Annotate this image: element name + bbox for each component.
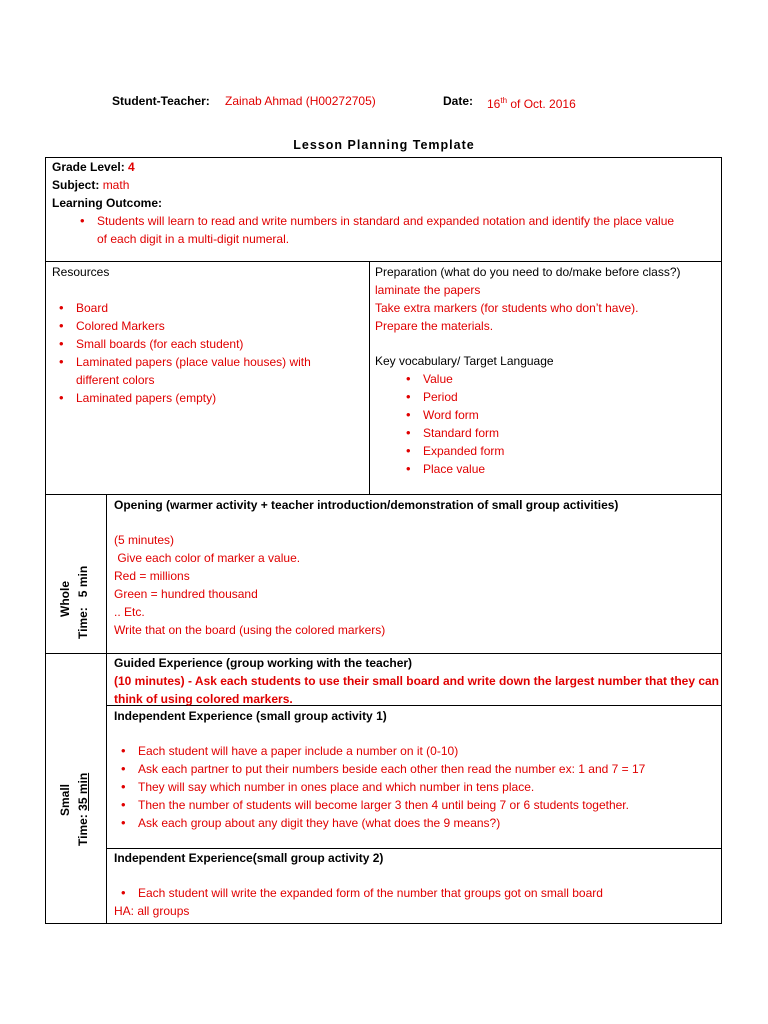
small-time-label: Time:	[76, 814, 90, 846]
preparation-line: Prepare the materials.	[375, 319, 494, 333]
resource-item	[52, 353, 364, 389]
vocab-item: • Place value	[399, 460, 720, 478]
small-time-value: 35 min	[76, 772, 90, 811]
opening-line: Write that on the board (using the colored markers)	[114, 623, 386, 637]
independent-1-item: • Then the number of students will become larger 3 then 4 until being 7 or 6 students together.	[114, 796, 719, 814]
vocab-item: • Value	[399, 370, 720, 388]
outcome-line-1: Students will learn to read and write numbers in standard and expanded notation and identify the place value	[97, 214, 675, 228]
independent-2-item: • Each student will write the expanded form of the number that groups got on small board	[114, 884, 719, 902]
student-teacher-label: Student-Teacher:	[112, 94, 210, 108]
student-teacher-name: Zainab Ahmad (H00272705)	[225, 94, 376, 108]
whole-time-value: 5 min	[76, 565, 90, 598]
resource-item: • Small boards (for each student)	[52, 335, 364, 353]
opening-line: Red = millions	[114, 569, 190, 583]
date-day: 16	[487, 97, 501, 111]
vocab-heading: Key vocabulary/ Target Language	[375, 354, 554, 368]
opening-section	[114, 496, 719, 639]
info-section	[52, 158, 717, 248]
resource-item: • Colored Markers	[52, 317, 364, 335]
preparation-line: Take extra markers (for students who don’t have).	[375, 301, 639, 315]
guided-line-1: (10 minutes) - Ask each students to use their small board and write down the largest number that they can	[114, 674, 720, 688]
resource-item: • Board	[52, 299, 364, 317]
small-label	[56, 726, 96, 846]
subject-label: Subject:	[52, 178, 100, 192]
resources-section	[52, 263, 364, 407]
divider	[45, 494, 722, 495]
subject-value: math	[102, 178, 130, 192]
guided-line-2: think of using colored markers.	[114, 692, 293, 706]
opening-line: (5 minutes)	[114, 533, 175, 547]
ha-line: HA: all groups	[114, 904, 190, 918]
header	[112, 92, 712, 110]
guided-section	[114, 654, 719, 708]
outcome-line-2: of each digit in a multi-digit numeral.	[97, 232, 290, 246]
whole-word: Whole	[58, 581, 72, 617]
preparation-section	[375, 263, 720, 478]
independent-1-item: • Each student will have a paper include a number on it (0-10)	[114, 742, 719, 760]
whole-time-label: Time:	[76, 607, 90, 639]
grade-value: 4	[128, 160, 135, 174]
independent-1-item: • Ask each partner to put their numbers beside each other then read the number ex: 1 and 7 = 17	[114, 760, 719, 778]
date-label: Date:	[443, 94, 474, 108]
resource-item-line-1: Laminated papers (place value houses) with	[76, 355, 311, 369]
page-title: Lesson Planning Template	[293, 138, 475, 152]
opening-line: Give each color of marker a value.	[114, 551, 301, 565]
independent-1-section	[114, 707, 719, 832]
outcome-item	[52, 212, 717, 248]
resource-item: • Laminated papers (empty)	[52, 389, 364, 407]
outcome-label: Learning Outcome:	[52, 196, 163, 210]
preparation-heading: Preparation (what do you need to do/make before class?)	[375, 265, 681, 279]
resource-item-line-2: different colors	[76, 373, 155, 387]
divider	[45, 261, 722, 262]
date-rest: of Oct. 2016	[507, 97, 576, 111]
whole-label	[56, 529, 96, 639]
vocab-item: • Standard form	[399, 424, 720, 442]
date-sup: th	[500, 96, 508, 105]
independent-2-section	[114, 849, 719, 920]
small-word: Small	[58, 783, 72, 816]
vocab-item: • Expanded form	[399, 442, 720, 460]
divider	[106, 494, 107, 924]
independent-1-item: • They will say which number in ones place and which number in tens place.	[114, 778, 719, 796]
grade-label: Grade Level:	[52, 160, 125, 174]
preparation-line: laminate the papers	[375, 283, 481, 297]
opening-heading: Opening (warmer activity + teacher introduction/demonstration of small group activities)	[114, 498, 619, 512]
independent-1-heading: Independent Experience (small group activity 1)	[114, 709, 387, 723]
guided-heading: Guided Experience (group working with the teacher)	[114, 656, 413, 670]
independent-1-item: • Ask each group about any digit they have (what does the 9 means?)	[114, 814, 719, 832]
opening-line: .. Etc.	[114, 605, 145, 619]
divider	[369, 261, 370, 495]
vocab-item: • Word form	[399, 406, 720, 424]
resources-heading: Resources	[52, 265, 110, 279]
independent-2-heading: Independent Experience(small group activity 2)	[114, 851, 384, 865]
date-value	[487, 92, 576, 113]
vocab-item: • Period	[399, 388, 720, 406]
opening-line: Green = hundred thousand	[114, 587, 258, 601]
